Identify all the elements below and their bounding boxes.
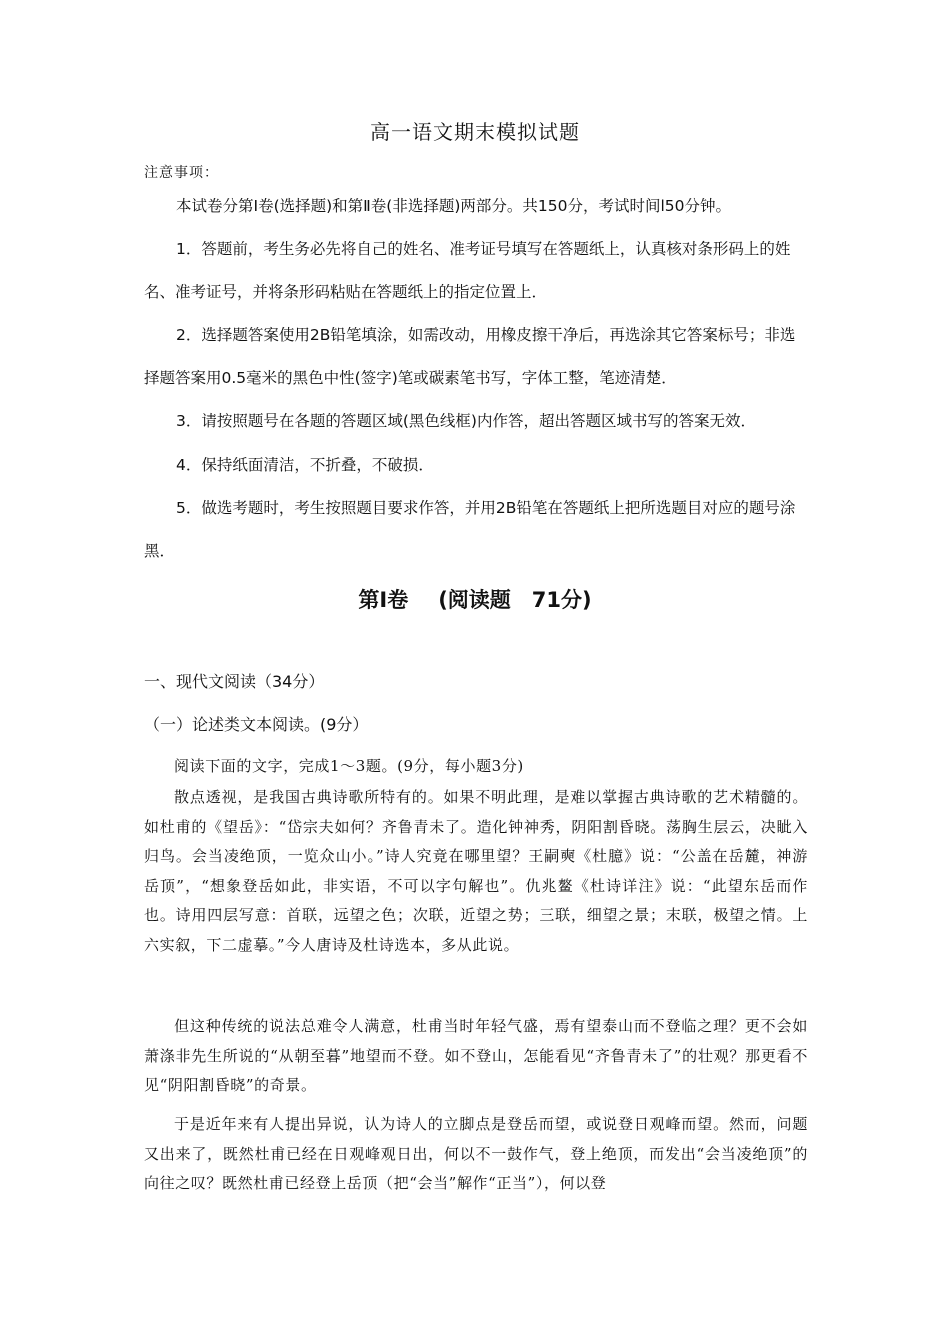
instruction-item-2	[144, 314, 808, 400]
part1-heading: 一、现代文阅读（34分）	[144, 672, 325, 691]
notice-label: 注意事项：	[144, 165, 219, 181]
instruction-text: 3．请按照题号在各题的答题区域(黑色线框)内作答，超出答题区域书写的答案无效．	[176, 412, 756, 430]
paragraph-text: 但这种传统的说法总难令人满意，杜甫当时年轻气盛，焉有望泰山而不登临之理？更不会如萧涤非先生所说的“从朝至暮”地望而不登。如不登山，怎能看见“齐鲁青未了”的壮观？那更看不见“阴阳割昏晓”的奇景。	[144, 1017, 808, 1094]
section-title	[0, 584, 950, 614]
page-title: 高一语文期末模拟试题	[370, 120, 580, 144]
part1-sub-heading: （一）论述类文本阅读。(9分）	[144, 715, 369, 734]
instruction-item-5	[144, 487, 808, 573]
section-title-right: (阅读题 71分)	[438, 588, 592, 612]
instruction-item-1	[144, 228, 808, 314]
instruction-text: 2．选择题答案使用2B铅笔填涂，如需改动，用橡皮擦干净后，再选涂其它答案标号；非选择题答案用0.5毫米的黑色中性(签字)笔或碳素笔书写，字体工整，笔迹清楚．	[144, 326, 796, 387]
reading-intro-text: 阅读下面的文字，完成1～3题。(9分，每小题3分)	[174, 757, 524, 775]
instruction-item-3	[144, 400, 808, 443]
instruction-text: 1．答题前，考生务必先将自己的姓名、准考证号填写在答题纸上，认真核对条形码上的姓名、准考证号，并将条形码粘贴在答题纸上的指定位置上．	[144, 240, 791, 301]
reading-paragraph-2	[144, 1012, 808, 1101]
instruction-text: 4．保持纸面清洁，不折叠，不破损．	[176, 456, 434, 474]
instruction-intro	[144, 185, 808, 228]
section-title-left: 第I卷	[358, 588, 409, 612]
reading-paragraph-1	[144, 783, 808, 960]
instruction-text: 5．做选考题时，考生按照题目要求作答，并用2B铅笔在答题纸上把所选题目对应的题号涂黑．	[144, 499, 796, 560]
reading-intro	[144, 752, 808, 782]
paragraph-text: 于是近年来有人提出异说，认为诗人的立脚点是登岳而望，或说登日观峰而望。然而，问题又出来了，既然杜甫已经在日观峰观日出，何以不一鼓作气，登上绝顶，而发出“会当凌绝顶”的向往之叹？既然杜甫已经登上岳顶（把“会当”解作“正当”），何以登	[144, 1115, 808, 1192]
paragraph-text: 散点透视，是我国古典诗歌所特有的。如果不明此理，是难以掌握古典诗歌的艺术精髓的。如杜甫的《望岳》：“岱宗夫如何？齐鲁青未了。造化钟神秀，阴阳割昏晓。荡胸生层云，决眦入归鸟。会当凌绝顶，一览众山小。”诗人究竟在哪里望？王嗣奭《杜臆》说：“公盖在岳麓，神游岳顶”，“想象登岳如此，非实语，不可以字句解也”。仇兆鳌《杜诗详注》说：“此望东岳而作也。诗用四层写意：首联，远望之色；次联，近望之势；三联，细望之景；末联，极望之情。上六实叙，下二虚摹。”今人唐诗及杜诗选本，多从此说。	[144, 788, 808, 954]
reading-paragraph-3	[144, 1110, 808, 1199]
instruction-text: 本试卷分第Ⅰ卷(选择题)和第Ⅱ卷(非选择题)两部分。共150分，考试时间l50分钟。	[176, 197, 732, 215]
instruction-item-4	[144, 444, 808, 487]
